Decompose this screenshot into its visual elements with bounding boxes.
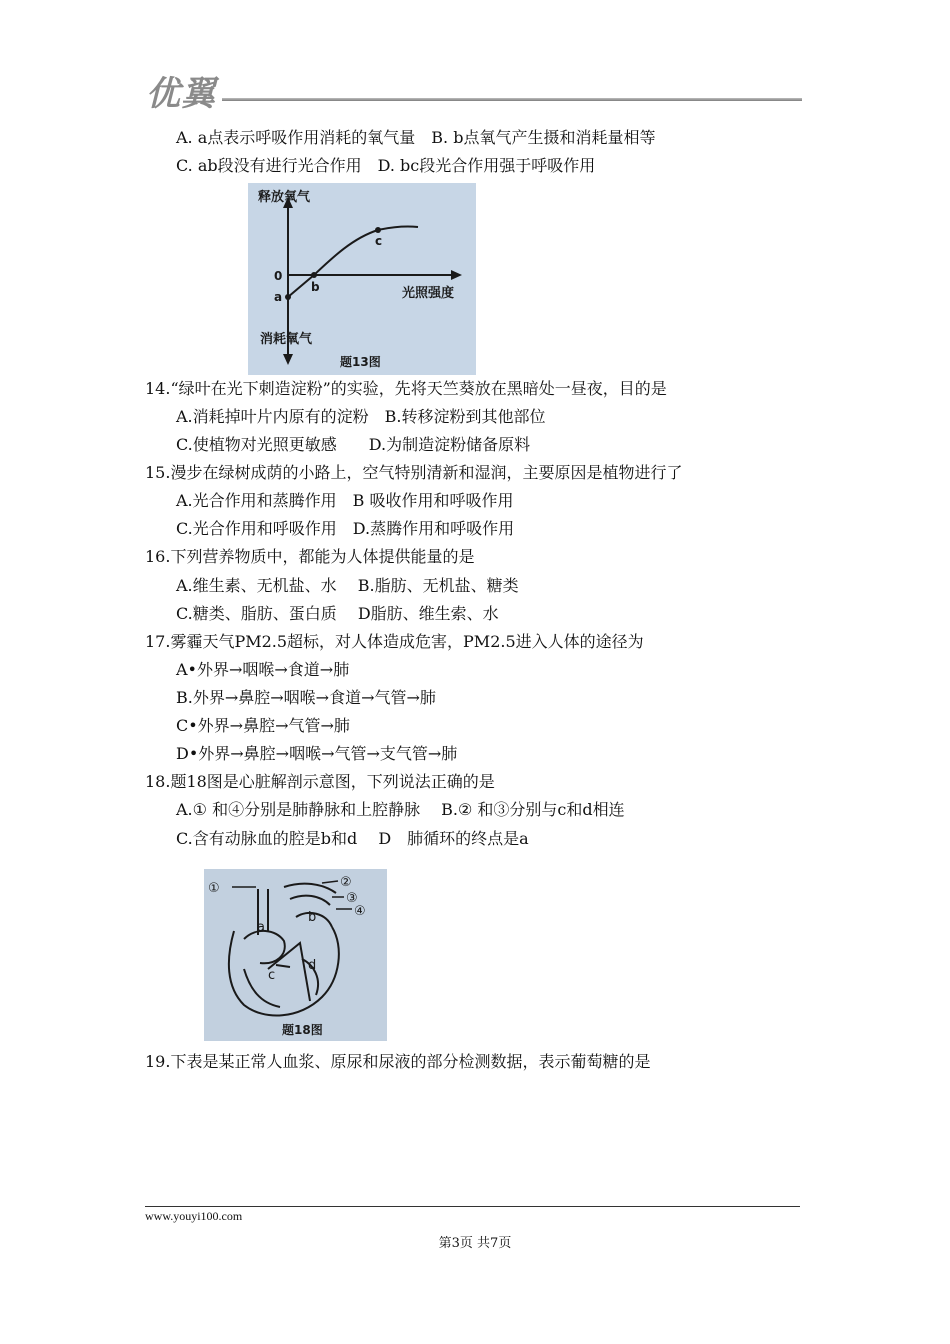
- q19-stem: 19.下表是某正常人血浆、原尿和尿液的部分检测数据，表示葡萄糖的是: [145, 1052, 651, 1071]
- fig18-label-c: c: [268, 968, 276, 983]
- q13-option-line-2: C. ab段没有进行光合作用 D. bc段光合作用强于呼吸作用: [176, 156, 596, 175]
- fig13-y-top-label: 释放氧气: [258, 190, 311, 205]
- q15-option-line-1: A.光合作用和蒸腾作用 B 吸收作用和呼吸作用: [176, 491, 514, 510]
- q17-option-b: B.外界→鼻腔→咽喉→食道→气管→肺: [176, 688, 436, 707]
- fig13-point-a-label: a: [274, 290, 283, 304]
- q17-option-d: D•外界→鼻腔→咽喉→气管→支气管→肺: [176, 744, 458, 763]
- fig18-label-d: d: [308, 958, 317, 973]
- fig18-label-1: ①: [208, 881, 220, 896]
- q17-stem: 17.雾霾天气PM2.5超标，对人体造成危害，PM2.5进入人体的途径为: [145, 632, 644, 651]
- q13-option-line-1: A. a点表示呼吸作用消耗的氧气量 B. b点氧气产生摄和消耗量相等: [176, 128, 656, 147]
- q15-option-line-2: C.光合作用和呼吸作用 D.蒸腾作用和呼吸作用: [176, 519, 515, 538]
- q18-stem: 18.题18图是心脏解剖示意图，下列说法正确的是: [145, 772, 495, 791]
- fig13-origin-label: 0: [274, 269, 283, 283]
- q18-option-line-2: C.含有动脉血的腔是b和d D 肺循环的终点是a: [176, 829, 529, 848]
- q14-stem: 14.“绿叶在光下刺造淀粉”的实验，先将天竺葵放在黑暗处一昼夜，目的是: [145, 379, 667, 398]
- header-rule: [222, 98, 802, 101]
- q16-stem: 16.下列营养物质中，都能为人体提供能量的是: [145, 547, 475, 566]
- footer-url: www.youyi100.com: [145, 1209, 243, 1223]
- fig13-caption: 题13图: [340, 355, 381, 369]
- page-number: 第3页 共7页: [438, 1236, 512, 1251]
- figure-13: [248, 183, 476, 375]
- q17-option-a: A•外界→咽喉→食道→肺: [176, 660, 350, 679]
- fig13-point-c-label: c: [375, 234, 383, 248]
- fig13-x-label: 光照强度: [402, 286, 455, 301]
- q16-option-line-1: A.维生素、无机盐、水 B.脂肪、无机盐、糖类: [176, 576, 519, 595]
- fig18-label-2: ②: [340, 875, 352, 890]
- fig13-y-bottom-label: 消耗氧气: [260, 332, 313, 347]
- fig18-label-a: a: [257, 920, 265, 935]
- fig18-label-4: ④: [354, 904, 366, 919]
- logo: 优翼: [146, 74, 216, 114]
- q15-stem: 15.漫步在绿树成荫的小路上，空气特别清新和湿润，主要原因是植物进行了: [145, 463, 683, 482]
- figure-18-heart-diagram: [204, 869, 387, 1041]
- q18-option-line-1: A.① 和④分别是肺静脉和上腔静脉 B.② 和③分别与c和d相连: [176, 800, 625, 819]
- fig18-label-b: b: [308, 910, 317, 925]
- q16-option-line-2: C.糖类、脂肪、蛋白质 D脂肪、维生索、水: [176, 604, 499, 623]
- q17-option-c: C•外界→鼻腔→气管→肺: [176, 716, 350, 735]
- q14-option-line-1: A.消耗掉叶片内原有的淀粉 B.转移淀粉到其他部位: [176, 407, 546, 426]
- fig13-point-b-label: b: [311, 280, 320, 294]
- footer-rule: [145, 1206, 800, 1207]
- q14-option-line-2: C.使植物对光照更敏感 D.为制造淀粉储备原料: [176, 435, 531, 454]
- fig18-label-3: ③: [346, 891, 358, 906]
- fig18-caption: 题18图: [282, 1023, 323, 1037]
